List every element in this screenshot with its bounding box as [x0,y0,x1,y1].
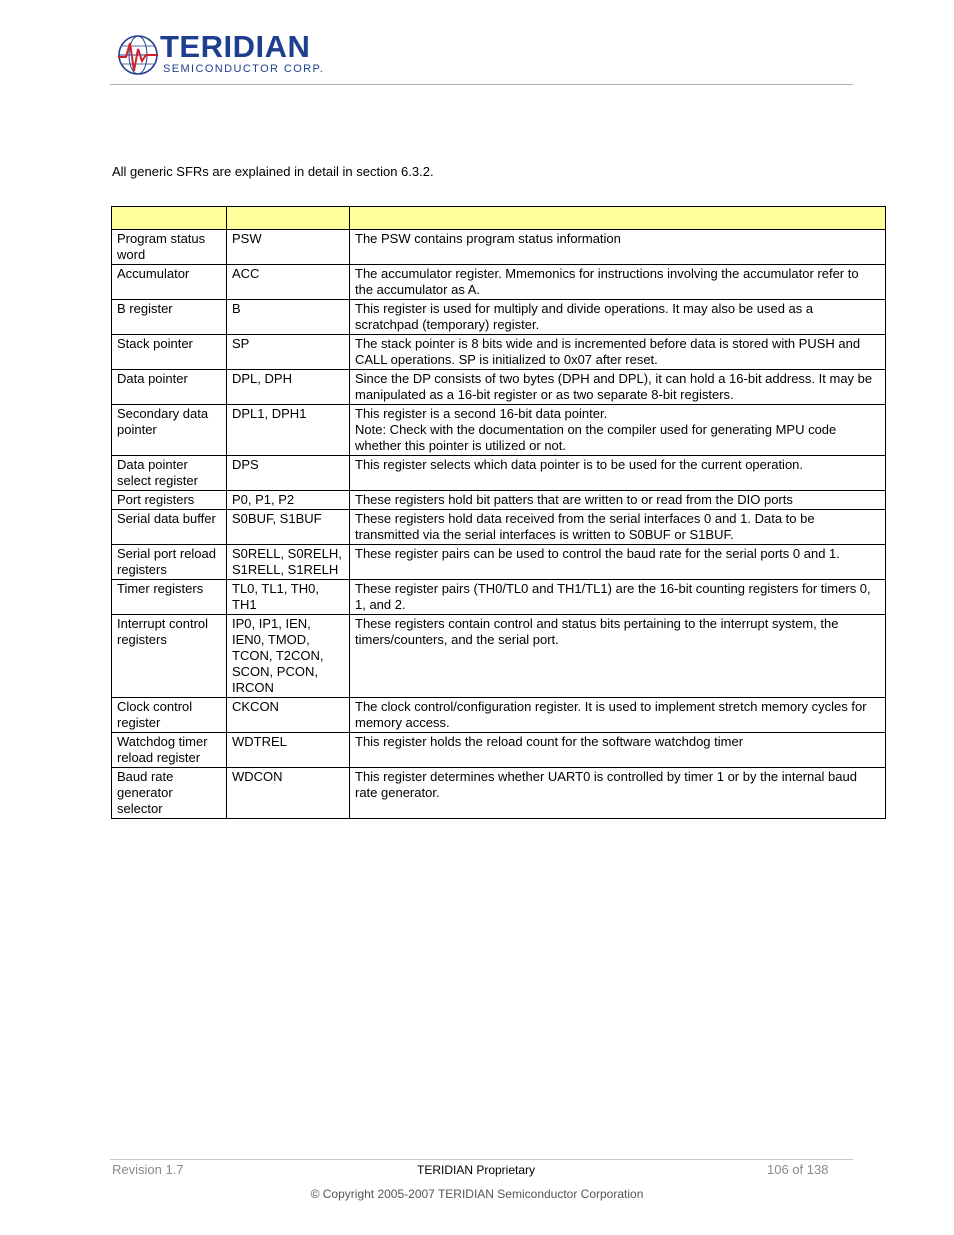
logo-name: TERIDIAN [160,29,311,64]
sfr-mnemonic-cell [227,545,350,580]
company-logo [116,29,326,79]
sfr-description-cell [350,768,886,819]
sfr-description-cell-text: This register is a second 16-bit data pointer. Note: Check with the documentation on the compiler used for generating MPU code whether this pointer is utilized or not. [355,406,837,453]
sfr-name-cell-text: Stack pointer [117,336,193,351]
sfr-name-cell [112,491,227,510]
sfr-description-cell [350,456,886,491]
sfr-description-cell-text: The PSW contains program status information [355,231,621,246]
sfr-description-cell-text: This register selects which data pointer is to be used for the current operation. [355,457,804,472]
sfr-name-cell-text: Data pointer select register [117,457,198,488]
sfr-mnemonic-cell-text: IP0, IP1, IEN, IEN0, TMOD, TCON, T2CON, SCON, PCON, IRCON [232,616,324,695]
sfr-mnemonic-cell-text: TL0, TL1, TH0, TH1 [232,581,319,612]
table-row [112,733,886,768]
table-row [112,768,886,819]
sfr-mnemonic-cell [227,456,350,491]
sfr-name-cell-text: Port registers [117,492,195,507]
sfr-name-cell-text: Accumulator [117,266,190,281]
sfr-mnemonic-cell [227,698,350,733]
sfr-description-cell-text: This register determines whether UART0 is controlled by timer 1 or by the internal baud rate generator. [355,769,857,800]
sfr-mnemonic-cell-text: WDTREL [232,734,287,749]
logo-subtitle: SEMICONDUCTOR CORP. [163,63,325,75]
sfr-description-cell-text: This register holds the reload count for the software watchdog timer [355,734,744,749]
sfr-description-cell-text: This register is used for multiply and divide operations. It may also be used as a scratchpad (temporary) register. [355,301,814,332]
sfr-description-cell [350,370,886,405]
sfr-name-cell [112,580,227,615]
sfr-name-cell-text: Clock control register [117,699,193,730]
sfr-name-cell [112,300,227,335]
sfr-name-cell-text: Timer registers [117,581,204,596]
sfr-mnemonic-cell [227,491,350,510]
sfr-description-cell-text: These registers hold data received from the serial interfaces 0 and 1. Data to be transmitted via the serial interfaces is written to S0BUF or S1BUF. [355,511,815,542]
table-row [112,491,886,510]
sfr-name-cell [112,768,227,819]
sfr-description-cell [350,580,886,615]
sfr-name-cell [112,615,227,698]
sfr-mnemonic-cell-text: ACC [232,266,260,281]
table-row [112,456,886,491]
table-row [112,230,886,265]
sfr-description-cell-text: These register pairs (TH0/TL0 and TH1/TL1) are the 16-bit counting registers for timers 0, 1, and 2. [355,581,871,612]
sfr-name-cell [112,456,227,491]
sfr-name-cell [112,510,227,545]
sfr-description-cell [350,405,886,456]
footer-proprietary: TERIDIAN Proprietary [417,1163,536,1177]
table-row [112,300,886,335]
table-row [112,545,886,580]
sfr-mnemonic-cell [227,370,350,405]
column-header-mnemonic [227,207,350,230]
sfr-name-cell [112,335,227,370]
sfr-description-cell [350,615,886,698]
sfr-mnemonic-cell-text: P0, P1, P2 [232,492,295,507]
table-row [112,510,886,545]
teridian-globe-logo-icon [116,33,160,77]
sfr-name-cell-text: Serial port reload registers [117,546,216,577]
sfr-mnemonic-cell [227,615,350,698]
sfr-name-cell-text: Data pointer [117,371,188,386]
sfr-table [111,206,886,819]
sfr-mnemonic-cell [227,335,350,370]
sfr-name-cell-text: Baud rate generator selector [117,769,174,816]
sfr-name-cell-text: Secondary data pointer [117,406,209,437]
table-row [112,580,886,615]
sfr-mnemonic-cell [227,300,350,335]
sfr-description-cell [350,300,886,335]
sfr-mnemonic-cell-text: CKCON [232,699,279,714]
sfr-mnemonic-cell-text: B [232,301,241,316]
column-header-name [112,207,227,230]
table-row [112,615,886,698]
sfr-name-cell-text: Program status word [117,231,206,262]
header-divider [110,84,853,85]
sfr-mnemonic-cell [227,510,350,545]
table-row [112,335,886,370]
table-row [112,698,886,733]
footer-revision: Revision 1.7 [112,1162,184,1177]
sfr-mnemonic-cell-text: DPL, DPH [232,371,292,386]
footer-divider [110,1159,853,1160]
sfr-mnemonic-cell [227,768,350,819]
sfr-mnemonic-cell-text: SP [232,336,250,351]
sfr-description-cell-text: These registers contain control and status bits pertaining to the interrupt system, the timers/counters, and the serial port. [355,616,839,647]
sfr-mnemonic-cell-text: PSW [232,231,262,246]
sfr-name-cell [112,405,227,456]
sfr-mnemonic-cell-text: WDCON [232,769,283,784]
footer-page-number: 106 of 138 [767,1162,829,1177]
sfr-mnemonic-cell [227,580,350,615]
sfr-description-cell [350,491,886,510]
sfr-description-cell [350,230,886,265]
sfr-description-cell-text: These register pairs can be used to control the baud rate for the serial ports 0 and 1. [355,546,840,561]
table-row [112,405,886,456]
sfr-description-cell-text: The clock control/configuration register. It is used to implement stretch memory cycles for memory access. [355,699,867,730]
sfr-description-cell [350,265,886,300]
column-header-description [350,207,886,230]
footer-copyright: © Copyright 2005-2007 TERIDIAN Semiconductor Corporation [310,1187,644,1201]
sfr-mnemonic-cell [227,405,350,456]
sfr-mnemonic-cell-text: S0RELL, S0RELH, S1RELL, S1RELH [232,546,342,577]
sfr-name-cell-text: B register [117,301,173,316]
sfr-description-cell [350,698,886,733]
sfr-description-cell [350,510,886,545]
sfr-mnemonic-cell-text: DPS [232,457,259,472]
sfr-description-cell [350,545,886,580]
sfr-mnemonic-cell [227,230,350,265]
sfr-name-cell [112,370,227,405]
intro-paragraph: All generic SFRs are explained in detail in section 6.3.2. [112,164,434,179]
sfr-name-cell-text: Serial data buffer [117,511,216,526]
sfr-description-cell-text: The accumulator register. Mmemonics for instructions involving the accumulator refer to the accumulator as A. [355,266,859,297]
sfr-mnemonic-cell [227,265,350,300]
sfr-name-cell [112,265,227,300]
sfr-name-cell-text: Interrupt control registers [117,616,209,647]
table-body [112,230,886,819]
sfr-description-cell [350,335,886,370]
table-row [112,265,886,300]
table-row [112,370,886,405]
sfr-description-cell [350,733,886,768]
sfr-mnemonic-cell-text: S0BUF, S1BUF [232,511,322,526]
table-header-row [112,207,886,230]
sfr-description-cell-text: Since the DP consists of two bytes (DPH and DPL), it can hold a 16-bit address. It may be manipulated as a 16-bit register or as two separate 8-bit registers. [355,371,873,402]
sfr-name-cell [112,698,227,733]
sfr-description-cell-text: The stack pointer is 8 bits wide and is incremented before data is stored with PUSH and CALL operations. SP is initialized to 0x07 after reset. [355,336,861,367]
sfr-mnemonic-cell-text: DPL1, DPH1 [232,406,307,421]
sfr-name-cell [112,230,227,265]
sfr-mnemonic-cell [227,733,350,768]
sfr-name-cell [112,733,227,768]
sfr-description-cell-text: These registers hold bit patters that are written to or read from the DIO ports [355,492,793,507]
sfr-name-cell [112,545,227,580]
sfr-name-cell-text: Watchdog timer reload register [117,734,208,765]
